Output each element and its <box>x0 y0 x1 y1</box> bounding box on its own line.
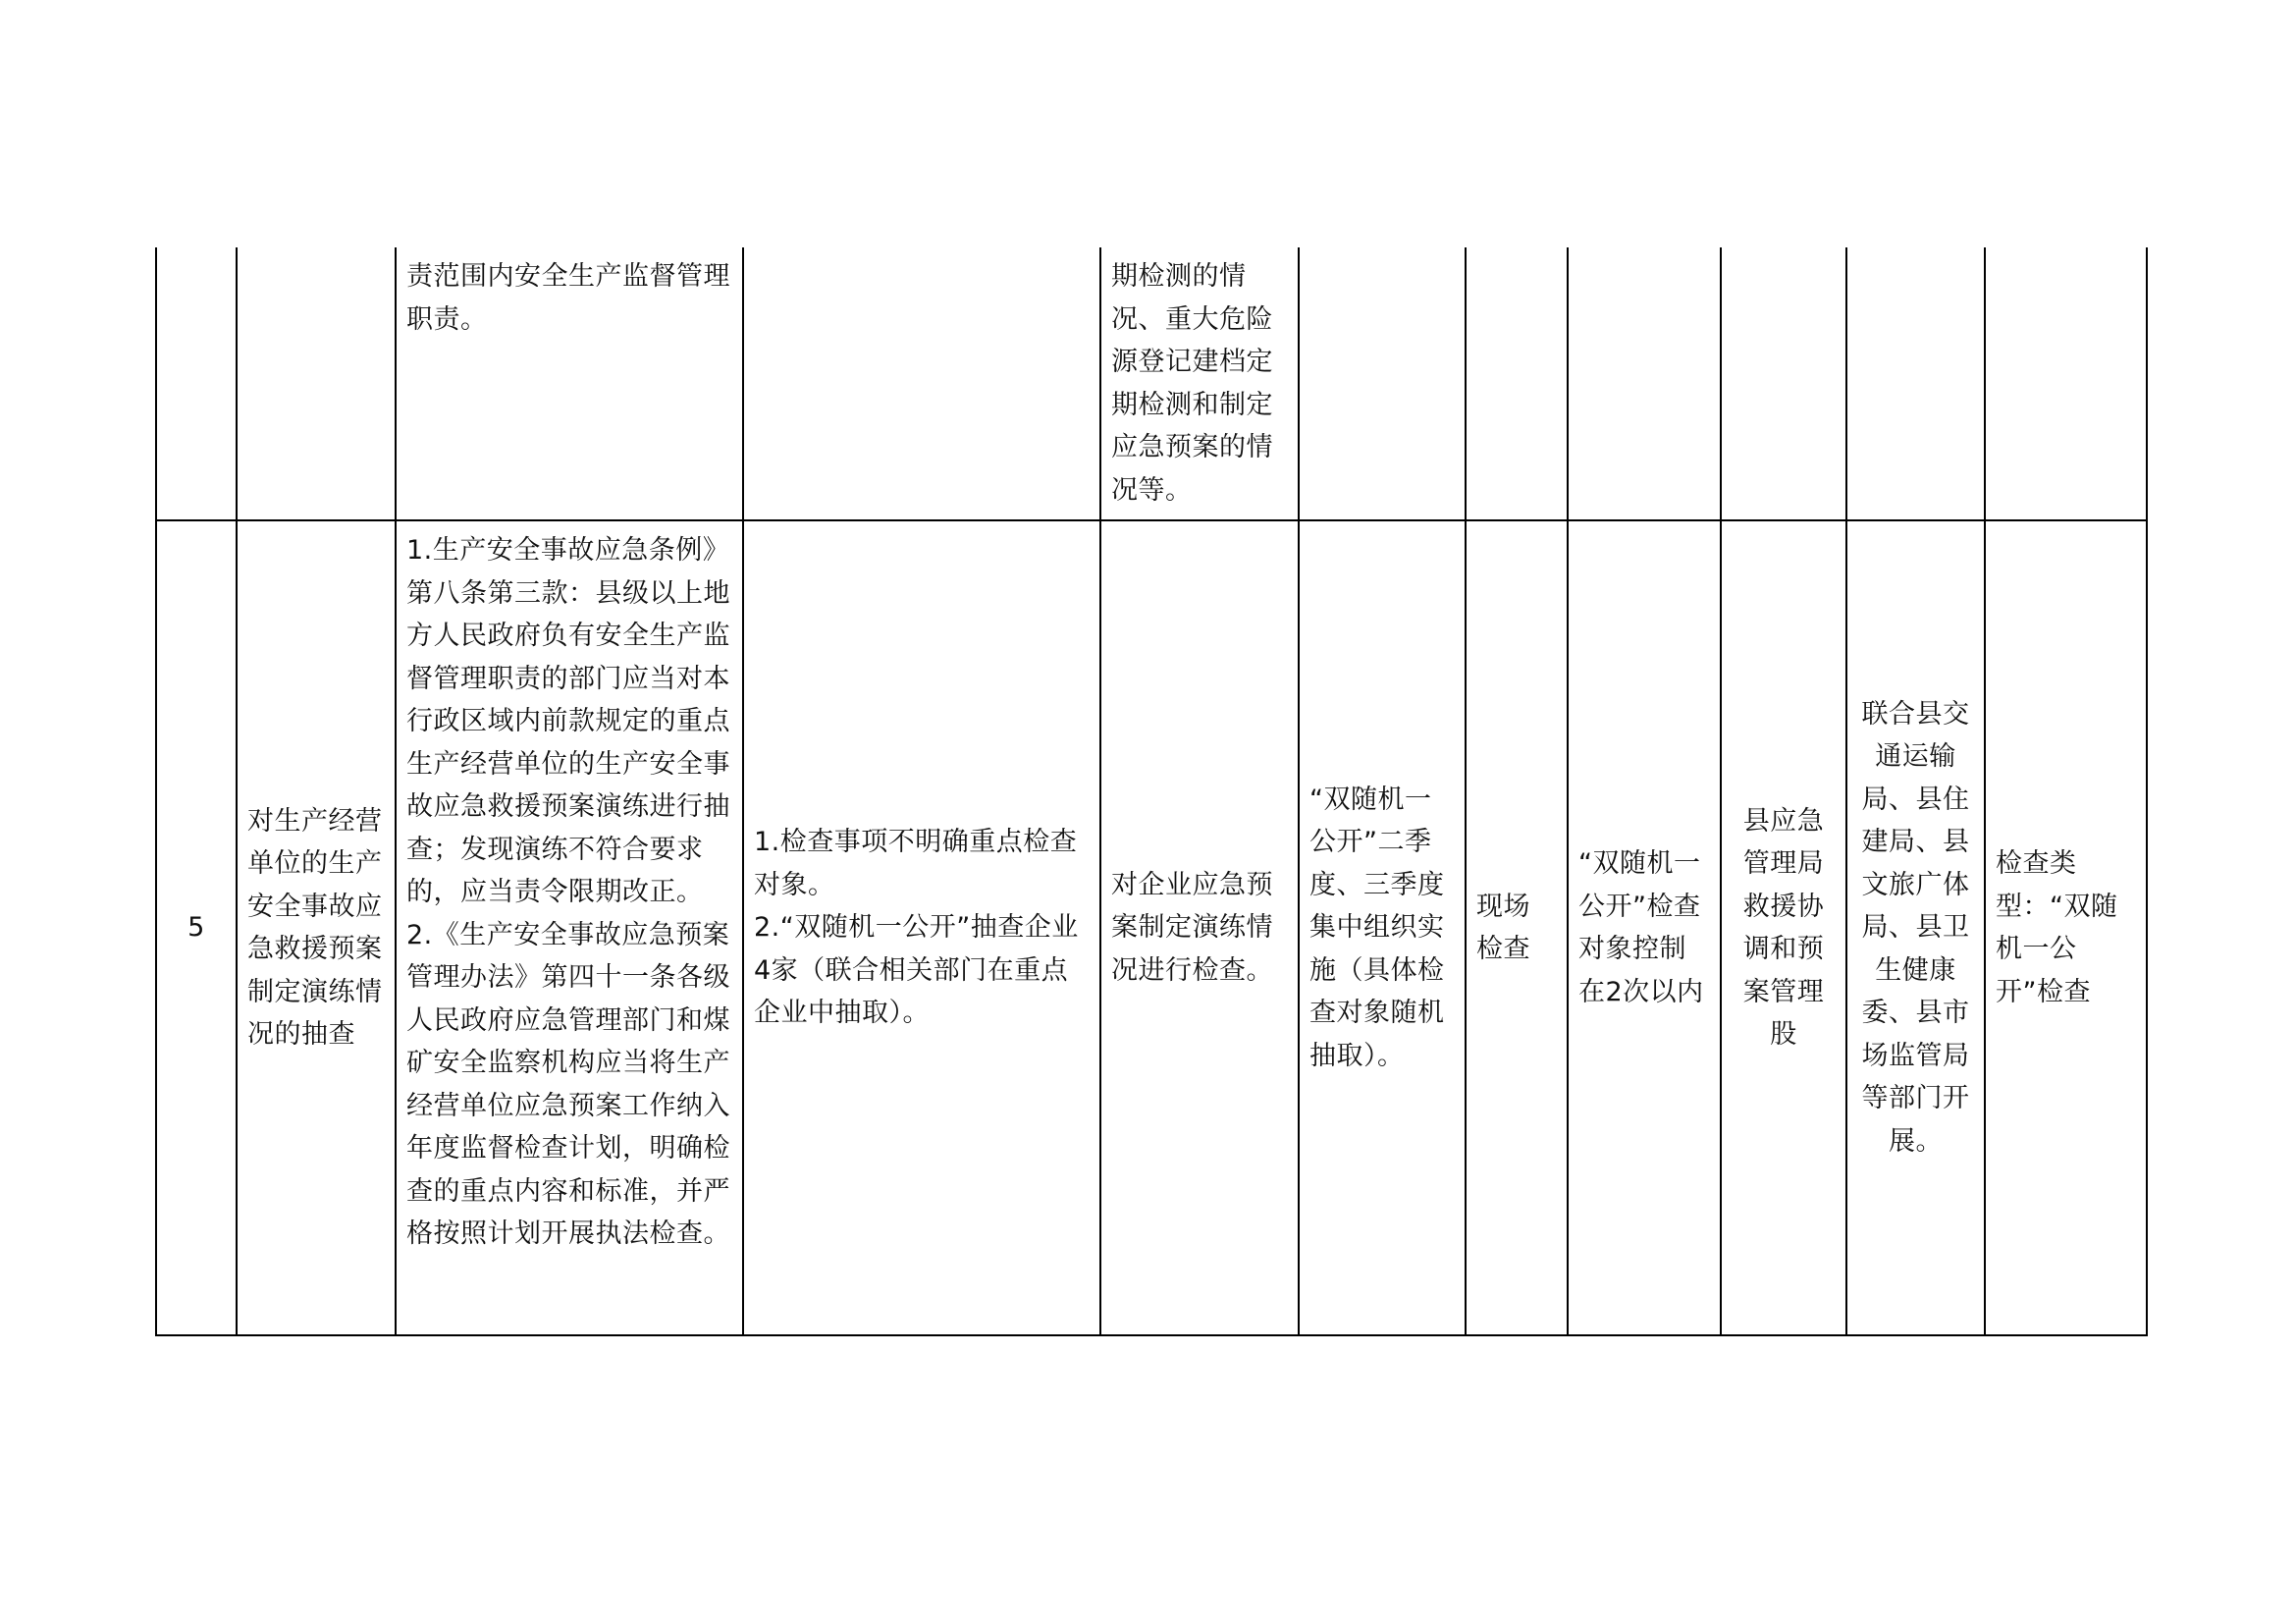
cell-timing: “双随机一公开”二季度、三季度集中组织实施（具体检查对象随机抽取）。 <box>1299 520 1466 1335</box>
cell-basis: 责范围内安全生产监督管理职责。 <box>396 247 743 520</box>
cell-content: 对企业应急预案制定演练情况进行检查。 <box>1100 520 1299 1335</box>
cell-basis: 1.生产安全事故应急条例》第八条第三款：县级以上地方人民政府负有安全生产监督管理职责的部门应当对本行政区域内前款规定的重点生产经营单位的生产安全事故应急救援预案演练进行抽查；发现演练不符合要求的，应当责令限期改正。 2.《生产安全事故应急预案管理办法》第四十一条各级人民政府应急管理部门和煤矿安全监察机构应当将生产经营单位应急预案工作纳入年度监督检查计划，明确检查的重点内容和标准，并严格按照计划开展执法检查。 <box>396 520 743 1335</box>
inspection-plan-table <box>155 247 2148 1336</box>
cell-requirement: 1.检查事项不明确重点检查对象。 2.“双随机一公开”抽查企业4家（联合相关部门在重点企业中抽取）。 <box>743 520 1100 1335</box>
cell-frequency <box>1568 247 1721 520</box>
cell-requirement <box>743 247 1100 520</box>
cell-content: 期检测的情况、重大危险源登记建档定期检测和制定应急预案的情况等。 <box>1100 247 1299 520</box>
cell-department <box>1721 247 1846 520</box>
table-row-5 <box>156 520 2147 1335</box>
cell-item <box>237 247 396 520</box>
cell-frequency: “双随机一公开”检查对象控制在2次以内 <box>1568 520 1721 1335</box>
cell-note: 检查类型：“双随机一公开”检查 <box>1985 520 2147 1335</box>
cell-method: 现场检查 <box>1466 520 1568 1335</box>
cell-department: 县应急管理局救援协调和预案管理股 <box>1721 520 1846 1335</box>
cell-cooperation <box>1846 247 1985 520</box>
cell-method <box>1466 247 1568 520</box>
cell-number: 5 <box>156 520 237 1335</box>
cell-cooperation: 联合县交通运输局、县住建局、县文旅广体局、县卫生健康委、县市场监管局等部门开展。 <box>1846 520 1985 1335</box>
table-row-continuation <box>156 247 2147 520</box>
cell-note <box>1985 247 2147 520</box>
cell-item: 对生产经营单位的生产安全事故应急救援预案制定演练情况的抽查 <box>237 520 396 1335</box>
cell-timing <box>1299 247 1466 520</box>
cell-number <box>156 247 237 520</box>
